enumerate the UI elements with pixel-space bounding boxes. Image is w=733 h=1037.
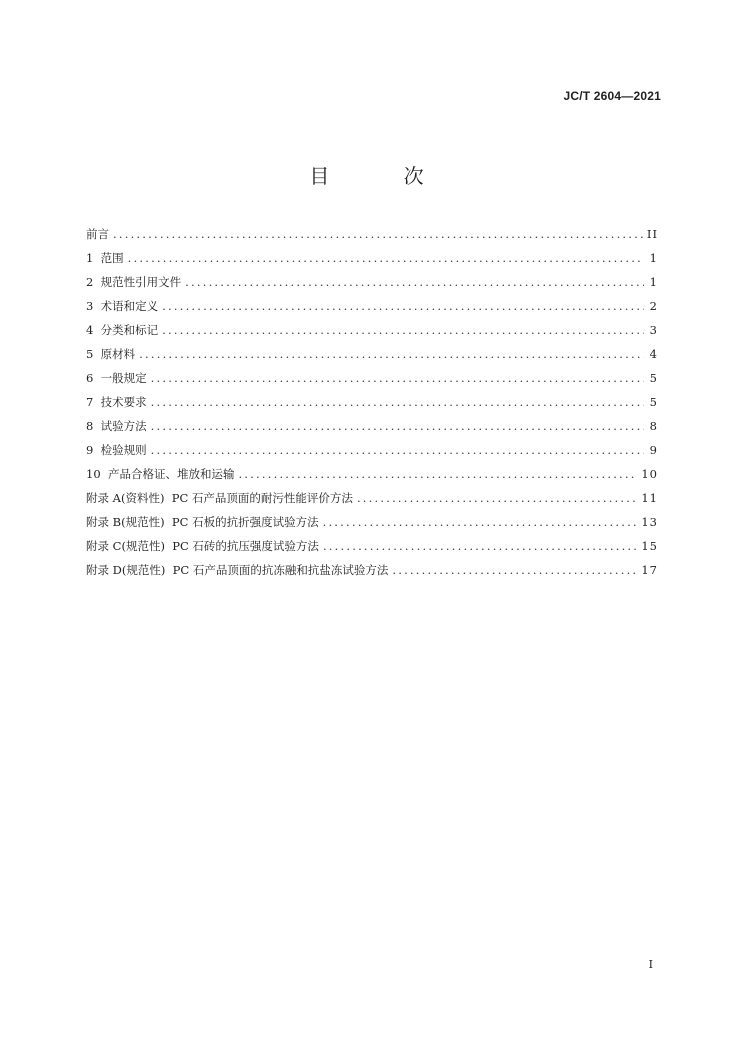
toc-leader-dots (185, 270, 644, 294)
toc-entry-annex-c[interactable] (86, 534, 658, 558)
toc-entry-label: 3 术语和定义 (86, 299, 159, 313)
toc-entry-page: 13 (641, 515, 658, 529)
toc-leader-dots (357, 486, 637, 510)
toc-entry-annex-a[interactable] (86, 486, 658, 510)
toc-entry-label: 1 范围 (86, 251, 124, 265)
toc-leader-dots (113, 222, 643, 246)
toc-entry-page: 15 (641, 539, 658, 553)
toc-leader-dots (151, 390, 644, 414)
toc-entry-page: 9 (649, 443, 658, 457)
toc-entry-classification[interactable] (86, 318, 658, 342)
toc-entry-certificate-storage-transport[interactable] (86, 462, 658, 486)
toc-entry-page: 4 (649, 347, 658, 361)
toc-entry-page: 8 (649, 419, 658, 433)
toc-entry-label: 附录 C(规范性) PC 石砖的抗压强度试验方法 (86, 539, 319, 553)
toc-entry-raw-materials[interactable] (86, 342, 658, 366)
standard-code: JC/T 2604—2021 (563, 89, 661, 103)
toc-entry-page: 5 (649, 371, 658, 385)
toc-leader-dots (323, 510, 638, 534)
toc-entry-label: 9 检验规则 (86, 443, 147, 457)
toc-entry-page: 11 (641, 491, 658, 505)
toc-entry-page: 5 (649, 395, 658, 409)
page-number: I (648, 958, 653, 971)
toc-entry-label: 2 规范性引用文件 (86, 275, 182, 289)
toc-leader-dots (238, 462, 637, 486)
toc-entry-page: 1 (649, 275, 658, 289)
toc-entry-label: 前言 (86, 227, 109, 241)
toc-leader-dots (392, 558, 637, 582)
toc-entry-page: 1 (649, 251, 658, 265)
toc-entry-label: 4 分类和标记 (86, 323, 159, 337)
toc-entry-page: II (646, 227, 658, 241)
toc-entry-annex-d[interactable] (86, 558, 658, 582)
toc-entry-test-methods[interactable] (86, 414, 658, 438)
toc-entry-label: 附录 B(规范性) PC 石板的抗折强度试验方法 (86, 515, 319, 529)
toc-leader-dots (323, 534, 637, 558)
toc-entry-label: 10 产品合格证、堆放和运输 (86, 467, 235, 481)
toc-leader-dots (139, 342, 644, 366)
toc-entry-label: 5 原材料 (86, 347, 136, 361)
toc-entry-label: 8 试验方法 (86, 419, 147, 433)
toc-entry-technical-requirements[interactable] (86, 390, 658, 414)
toc-leader-dots (151, 438, 644, 462)
toc-entry-inspection-rules[interactable] (86, 438, 658, 462)
toc-entry-terms[interactable] (86, 294, 658, 318)
toc-leader-dots (151, 414, 644, 438)
toc-leader-dots (151, 366, 644, 390)
toc-entry-label: 附录 D(规范性) PC 石产品顶面的抗冻融和抗盐冻试验方法 (86, 563, 389, 577)
toc-entry-annex-b[interactable] (86, 510, 658, 534)
toc-entry-page: 10 (641, 467, 658, 481)
toc-entry-normative-references[interactable] (86, 270, 658, 294)
toc-entry-page: 3 (649, 323, 658, 337)
toc-leader-dots (162, 318, 644, 342)
toc-entry-label: 附录 A(资料性) PC 石产品顶面的耐污性能评价方法 (86, 491, 353, 505)
toc-entry-page: 2 (649, 299, 658, 313)
toc-entry-general-provisions[interactable] (86, 366, 658, 390)
toc-entry-label: 7 技术要求 (86, 395, 147, 409)
toc-entry-label: 6 一般规定 (86, 371, 147, 385)
toc-entry-foreword[interactable] (86, 222, 658, 246)
toc-entry-page: 17 (641, 563, 658, 577)
table-of-contents (86, 222, 658, 582)
toc-entry-scope[interactable] (86, 246, 658, 270)
toc-title: 目 次 (309, 164, 458, 188)
toc-leader-dots (128, 246, 644, 270)
toc-leader-dots (162, 294, 644, 318)
